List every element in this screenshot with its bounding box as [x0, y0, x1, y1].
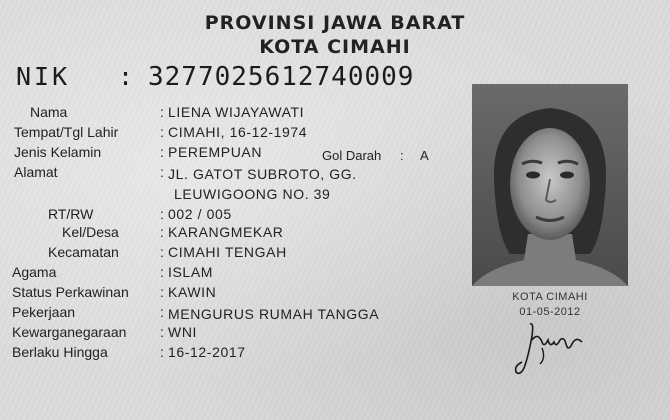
field-colon: :: [160, 206, 164, 222]
field-label-birth: Tempat/Tgl Lahir: [14, 124, 119, 140]
city-title: KOTA CIMAHI: [259, 36, 411, 58]
blood-type-label: Gol Darah: [322, 148, 382, 163]
nik-colon: :: [118, 62, 134, 91]
field-value-district: CIMAHI TENGAH: [168, 244, 287, 260]
field-colon: :: [160, 124, 164, 140]
field-label-village: Kel/Desa: [62, 224, 119, 240]
field-colon: :: [160, 164, 164, 180]
field-value-nama: LIENA WIJAYAWATI: [168, 104, 305, 120]
province-title: PROVINSI JAWA BARAT: [204, 12, 466, 34]
field-colon: :: [160, 324, 164, 340]
nik-value: 3277025612740009: [148, 62, 415, 92]
field-value-address-line2: LEUWIGOONG NO. 39: [174, 186, 331, 202]
field-value-valid-until: 16-12-2017: [168, 344, 246, 360]
field-colon: :: [160, 144, 164, 160]
field-value-marital: KAWIN: [168, 284, 217, 300]
issue-city: KOTA CIMAHI: [512, 291, 588, 303]
field-label-religion: Agama: [12, 264, 57, 280]
holder-photo: [472, 84, 628, 286]
field-value-address-line1: JL. GATOT SUBROTO, GG.: [168, 166, 357, 182]
blood-type-colon: :: [400, 148, 404, 163]
field-value-religion: ISLAM: [168, 264, 214, 280]
blood-type-value: A: [420, 148, 429, 163]
field-colon: :: [160, 104, 164, 120]
field-value-occupation: MENGURUS RUMAH TANGGA: [168, 306, 380, 322]
field-label-citizenship: Kewarganegaraan: [12, 324, 127, 340]
field-label-district: Kecamatan: [48, 244, 119, 260]
issue-date: 01-05-2012: [519, 306, 581, 318]
field-value-gender: PEREMPUAN: [168, 144, 263, 160]
field-value-citizenship: WNI: [168, 324, 198, 340]
field-label-marital: Status Perkawinan: [12, 284, 129, 300]
field-label-address: Alamat: [14, 164, 58, 180]
field-value-birth: CIMAHI, 16-12-1974: [168, 124, 308, 140]
field-label-rtrw: RT/RW: [48, 206, 94, 222]
field-colon: :: [160, 284, 164, 300]
field-label-gender: Jenis Kelamin: [14, 144, 102, 160]
signature-image: [512, 318, 592, 380]
field-colon: :: [160, 344, 164, 360]
field-label-valid-until: Berlaku Hingga: [12, 344, 108, 360]
field-label-occupation: Pekerjaan: [12, 304, 76, 320]
nik-label: NIK: [16, 62, 71, 91]
field-colon: :: [160, 224, 164, 240]
field-colon: :: [160, 264, 164, 280]
field-label-nama: Nama: [30, 104, 68, 120]
portrait-image: [472, 84, 628, 286]
field-colon: :: [160, 244, 164, 260]
field-colon: :: [160, 304, 164, 320]
field-value-village: KARANGMEKAR: [168, 224, 284, 240]
field-value-rtrw: 002 / 005: [168, 206, 232, 222]
